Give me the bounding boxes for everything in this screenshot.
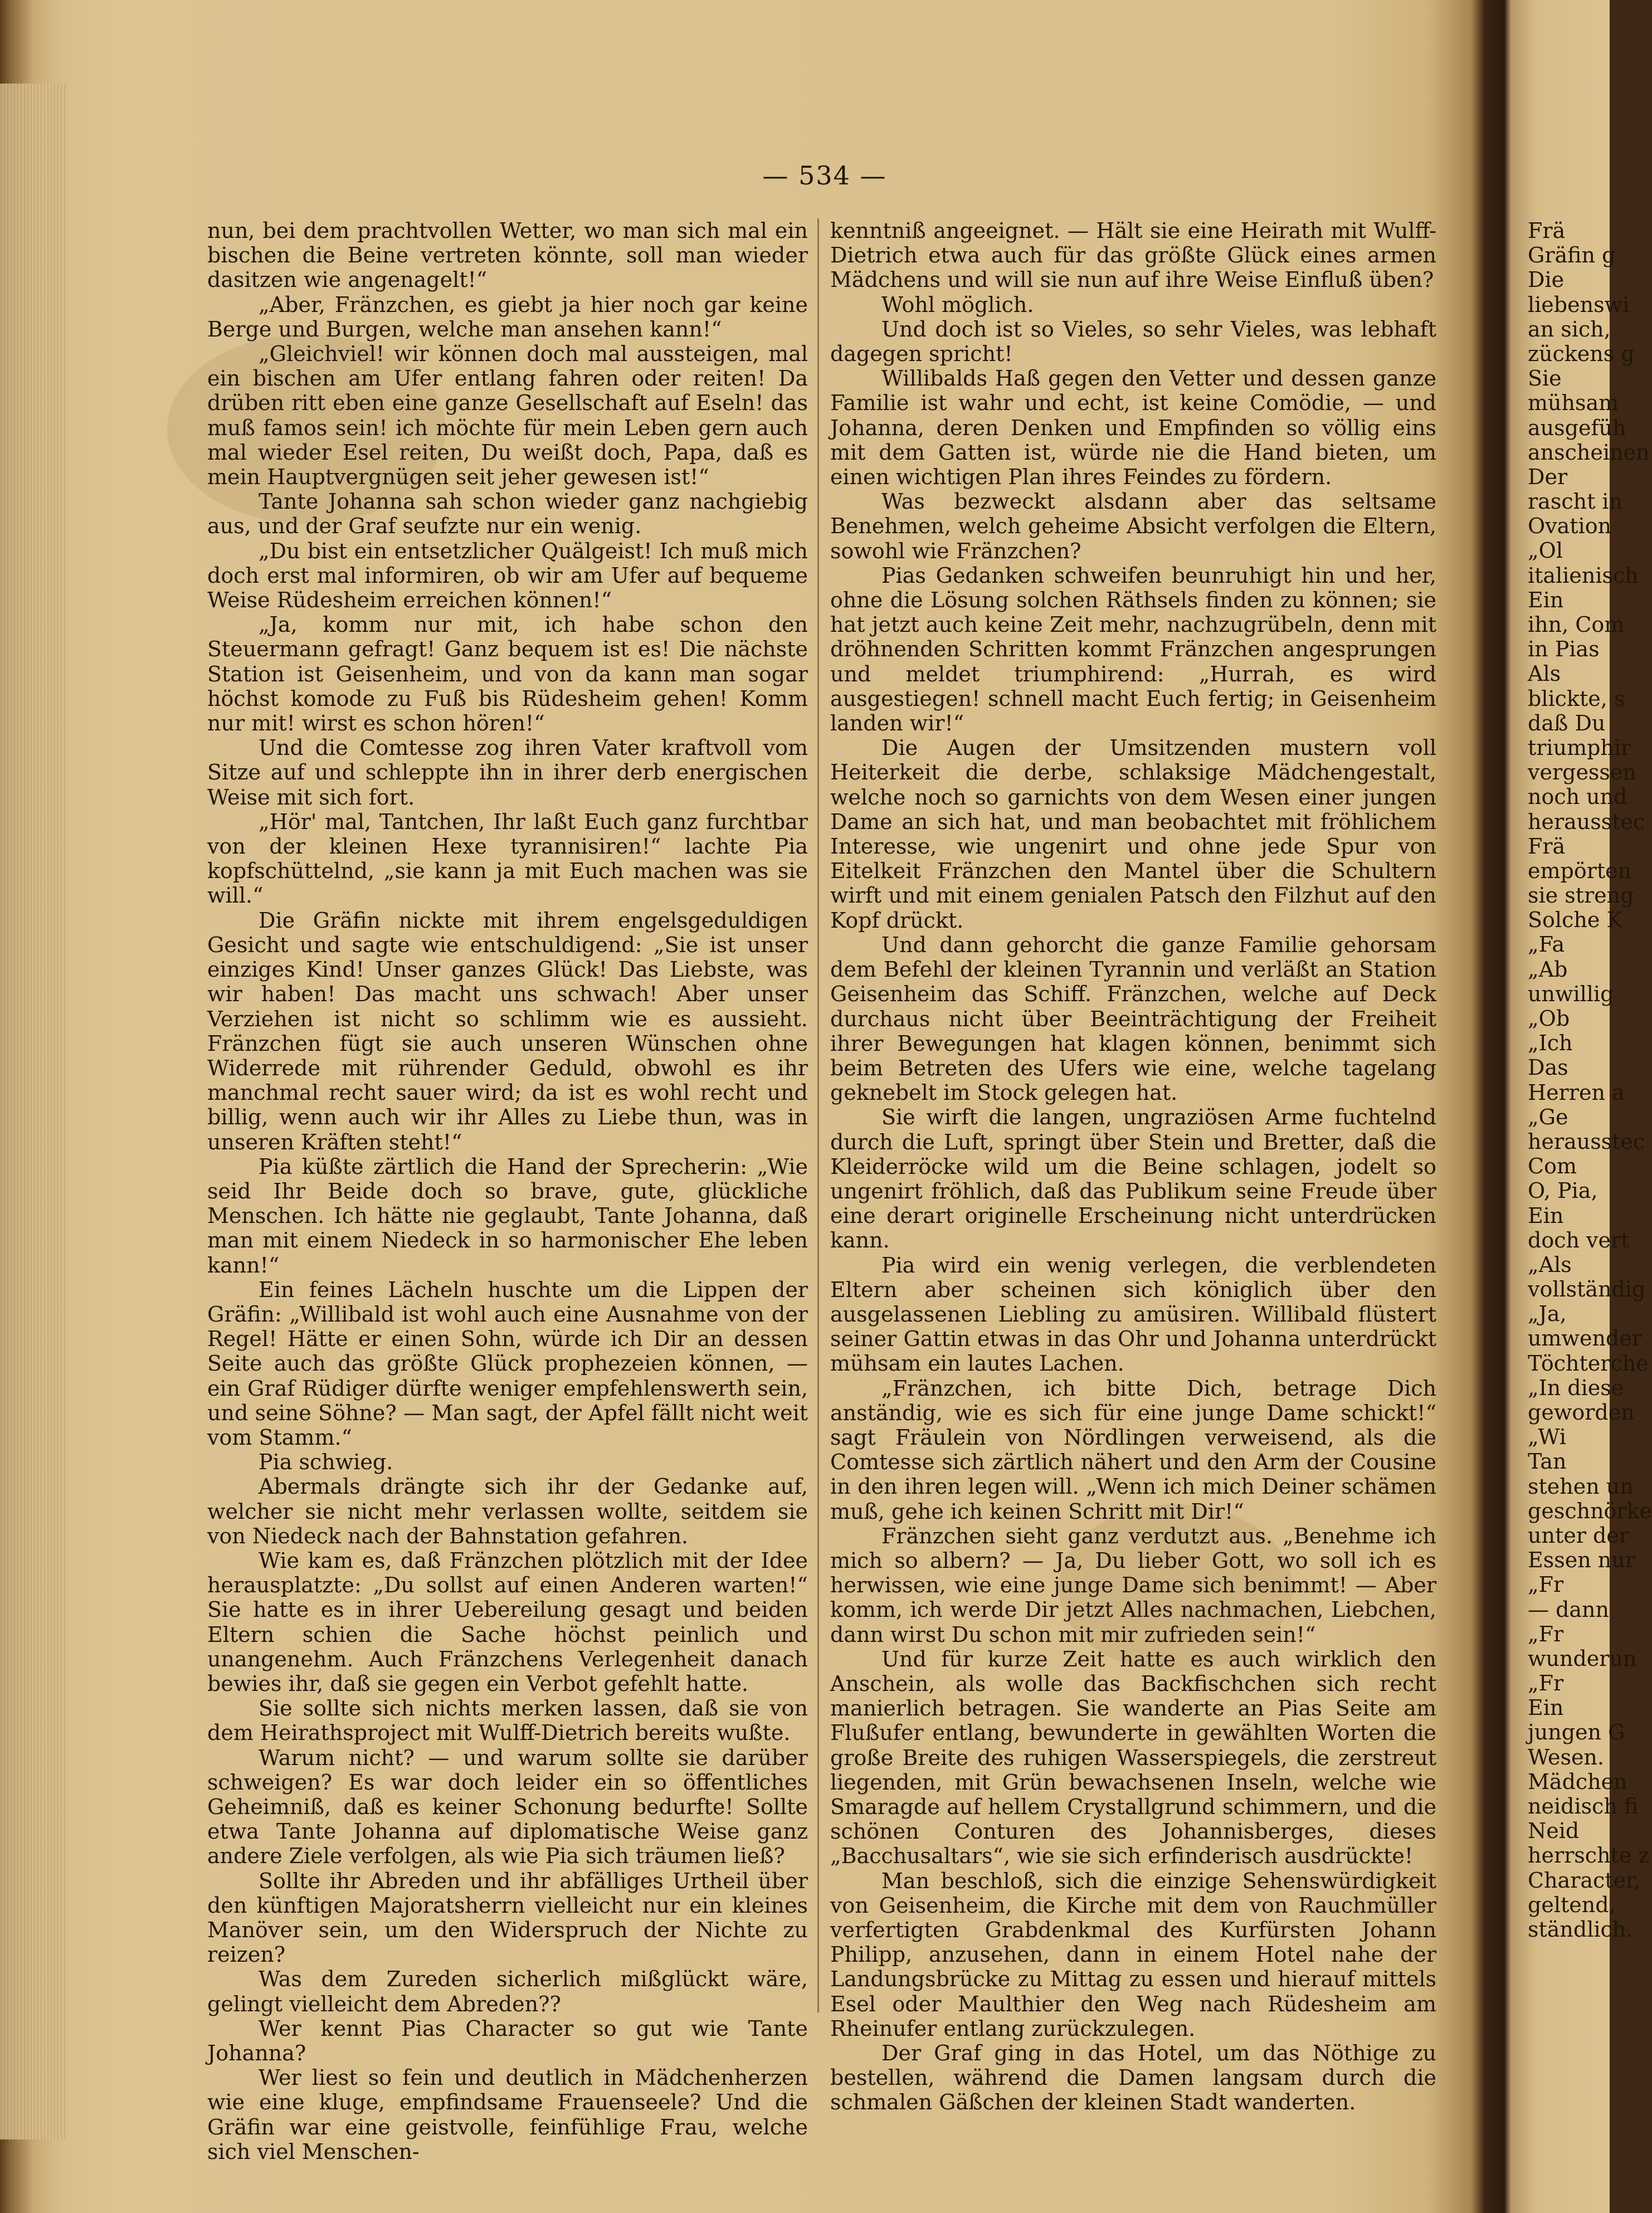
text-line-fragment: „Ja, xyxy=(1528,1302,1567,1327)
paragraph: Die Gräfin nickte mit ihrem engelsgeduldigen Gesicht und sagte wie entschuldigend: „Sie ist unser einziges Kind! Unser ganzes Glück! Das Liebste, was wir haben! Das macht uns schwach! Aber unser Verziehen ist nicht so schlimm wie es aussieht. Fränzchen fügt sie auch unseren Wünschen ohne Widerrede mit rührender Geduld, obwohl es ihr manchmal recht sauer wird; da ist es wohl recht und billig, wenn auch wir ihr Alles zu Liebe thun, was in unseren Kräften steht!“ xyxy=(207,908,808,1154)
text-line-fragment: daß Du xyxy=(1528,710,1606,735)
text-line-fragment: O, Pia, xyxy=(1528,1178,1598,1203)
paragraph: Pia schwieg. xyxy=(259,1450,393,1475)
text-line-fragment: neidisch fi xyxy=(1528,1794,1639,1819)
paragraph: nun, bei dem prachtvollen Wetter, wo man sich mal ein bischen die Beine vertreten könnte, soll man wieder dasitzen wie angenagelt!“ xyxy=(207,218,808,293)
text-line-fragment: vollständig xyxy=(1528,1277,1646,1302)
text-line-fragment: Der xyxy=(1528,464,1568,489)
text-line-fragment: „Ob xyxy=(1528,1006,1570,1031)
paragraph: Pia küßte zärtlich die Hand der Sprecherin: „Wie seid Ihr Beide doch so brave, gute, glückliche Menschen. Ich hätte nie geglaubt, Tante Johanna, daß man mit einem Niedeck in so harmonischer Ehe leben kann!“ xyxy=(207,1154,808,1278)
text-line-fragment: jungen G xyxy=(1528,1720,1625,1745)
text-line-fragment: — dann xyxy=(1528,1597,1610,1622)
text-line-fragment: Character, xyxy=(1528,1868,1641,1893)
text-line-fragment: „Ge xyxy=(1528,1104,1568,1129)
paragraph: Sie sollte sich nichts merken lassen, daß sie von dem Heirathsproject mit Wulff-Dietrich bereits wußte. xyxy=(207,1696,808,1746)
paragraph: Und die Comtesse zog ihren Vater kraftvoll vom Sitze auf und schleppte ihn in ihrer derb energischen Weise mit sich fort. xyxy=(207,735,808,810)
text-line-fragment: Töchterche xyxy=(1528,1351,1649,1376)
paragraph: „Ja, komm nur mit, ich habe schon den Steuermann gefragt! Ganz bequem ist es! Die nächste Station ist Geisenheim, und von da kann man sogar höchst komode zu Fuß bis Rüdesheim gehen! Komm nur mit! wirst es schon hören!“ xyxy=(207,612,808,736)
paragraph: Fränzchen sieht ganz verdutzt aus. „Benehme ich mich so albern? — Ja, Du lieber Gott, wo soll ich es herwissen, wie eine junge Dame sich benimmt! — Aber komm, ich werde Dir jetzt Alles nachmachen, Liebchen, dann wirst Du schon mit mir zufrieden sein!“ xyxy=(830,1523,1436,1647)
text-line-fragment: Essen nur xyxy=(1528,1548,1635,1573)
text-line-fragment: ständlich. xyxy=(1528,1917,1633,1942)
paragraph: „Du bist ein entsetzlicher Quälgeist! Ich muß mich doch erst mal informiren, ob wir am Ufer auf bequeme Weise Rüdesheim erreichen können!“ xyxy=(207,538,808,613)
text-line-fragment: herrschte z xyxy=(1528,1843,1650,1868)
text-line-fragment: „Wi xyxy=(1528,1425,1566,1450)
text-line-fragment: in Pias xyxy=(1528,637,1600,662)
paragraph: „Fränzchen, ich bitte Dich, betrage Dich anständig, wie es sich für eine junge Dame schickt!“ sagt Fräulein von Nördlingen verweisend, als die Comtesse sich zärtlich nähert und den Arm der Cousine in den ihren legen will. „Wenn ich mich Deiner schämen muß, gehe ich keinen Schritt mit Dir!“ xyxy=(830,1376,1436,1524)
paragraph: Wer kennt Pias Character so gut wie Tante Johanna? xyxy=(207,2016,808,2066)
paragraph: Was bezweckt alsdann aber das seltsame Benehmen, welch geheime Absicht verfolgen die Eltern, sowohl wie Fränzchen? xyxy=(830,489,1436,563)
text-line-fragment: Com xyxy=(1528,1154,1577,1179)
text-line-fragment: „Ab xyxy=(1528,957,1568,982)
text-line-fragment: „Ol xyxy=(1528,538,1563,563)
paragraph: Willibalds Haß gegen den Vetter und dessen ganze Familie ist wahr und echt, ist keine Comödie, — und Johanna, deren Denken und Empfinden so völlig eins mit dem Gatten ist, würde nie die Hand bieten, um einen wichtigen Plan ihres Feindes zu fördern. xyxy=(830,366,1436,490)
text-line-fragment: rascht in xyxy=(1528,489,1623,514)
paragraph: Abermals drängte sich ihr der Gedanke auf, welcher sie nicht mehr verlassen wollte, seitdem sie von Niedeck nach der Bahnstation gefahren. xyxy=(207,1474,808,1548)
text-line-fragment: Sie xyxy=(1528,366,1562,391)
text-column-right xyxy=(830,218,1436,2115)
text-line-fragment: Ein xyxy=(1528,587,1564,612)
paragraph: Warum nicht? — und warum sollte sie darüber schweigen? Es war doch leider ein so öffentliches Geheimniß, daß es keiner Schonung bedurfte! Sollte etwa Tante Johanna auf diplomatische Weise ganz andere Ziele verfolgen, als wie Pia sich träumen ließ? xyxy=(207,1745,808,1869)
text-line-fragment: Frä xyxy=(1528,218,1566,243)
text-line-fragment: „Fr xyxy=(1528,1621,1564,1646)
text-column-left xyxy=(207,218,808,2164)
text-line-fragment: „Als xyxy=(1528,1252,1572,1277)
text-line-fragment: Frä xyxy=(1528,833,1566,859)
text-line-fragment: empörten xyxy=(1528,858,1632,883)
text-line-fragment: umwender xyxy=(1528,1326,1642,1351)
paragraph: Sollte ihr Abreden und ihr abfälliges Urtheil über den künftigen Majoratsherrn vielleicht nur ein kleines Manöver sein, um den Widerspruch der Nichte zu reizen? xyxy=(207,1868,808,1967)
text-line-fragment: Gräfin g xyxy=(1528,243,1616,268)
text-line-fragment: Solche K xyxy=(1528,908,1622,933)
paragraph: Sie wirft die langen, ungraziösen Arme fuchtelnd durch die Luft, springt über Stein und Bretter, daß die Kleiderröcke wild um die Beine schlagen, jodelt so ungenirt fröhlich, daß das Publikum seine Freude über eine derart originelle Erscheinung nicht unterdrücken kann. xyxy=(830,1105,1436,1253)
text-line-fragment: noch und xyxy=(1528,784,1627,810)
text-line-fragment: ausgefüh xyxy=(1528,415,1626,440)
text-line-fragment: ihn, Com xyxy=(1528,612,1625,637)
text-line-fragment: „Fr xyxy=(1528,1671,1564,1696)
text-line-fragment: geltend, xyxy=(1528,1892,1616,1917)
paragraph: Tante Johanna sah schon wieder ganz nachgiebig aus, und der Graf seufzte nur ein wenig. xyxy=(207,489,808,539)
text-line-fragment: „Fa xyxy=(1528,932,1565,957)
text-line-fragment: sie streng xyxy=(1528,883,1634,908)
text-line-fragment: geschnörke xyxy=(1528,1498,1652,1523)
text-line-fragment: herausstec xyxy=(1528,809,1645,834)
paragraph: Pia wird ein wenig verlegen, die verblendeten Eltern aber scheinen sich königlich über den ausgelassenen Liebling zu amüsiren. Willibald flüstert seiner Gattin etwas in das Ohr und Johanna unterdrückt mühsam ein lautes Lachen. xyxy=(830,1252,1436,1376)
text-line-fragment: zückens g xyxy=(1528,341,1635,366)
paragraph: Wer liest so fein und deutlich in Mädchenherzen wie eine kluge, empfindsame Frauenseele? Und die Gräfin war eine geistvolle, feinfühlige Frau, welche sich viel Menschen- xyxy=(207,2065,808,2164)
text-line-fragment: triumphir xyxy=(1528,735,1631,760)
text-line-fragment: unwillig xyxy=(1528,981,1614,1006)
text-line-fragment: Wesen. xyxy=(1528,1744,1604,1770)
text-line-fragment: Ein xyxy=(1528,1203,1564,1228)
paragraph: Was dem Zureden sicherlich mißglückt wäre, gelingt vielleicht dem Abreden?? xyxy=(207,1967,808,2016)
page-number: — 534 — xyxy=(762,160,887,191)
text-line-fragment: liebenswi xyxy=(1528,292,1630,317)
text-line-fragment: doch vert xyxy=(1528,1227,1630,1252)
text-line-fragment: geworden xyxy=(1528,1400,1635,1425)
paragraph: Und für kurze Zeit hatte es auch wirklich den Anschein, als wolle das Backfischchen sich recht manierlich betragen. Sie wanderte an Pias Seite am Flußufer entlang, bewunderte in gewählten Worten die große Breite des ruhigen Wasserspiegels, die zerstreut liegenden, mit Grün bewachsenen Inseln, welche wie Smaragde auf hellem Crystallgrund schimmern, und die schönen Conturen des Johannisberges, dieses „Bacchusaltars“, wie sie sich erfinderisch ausdrückte! xyxy=(830,1646,1436,1869)
text-line-fragment: mühsam xyxy=(1528,391,1619,416)
paragraph: Die Augen der Umsitzenden mustern voll Heiterkeit die derbe, schlaksige Mädchengestalt, welche noch so garnichts von dem Wesen einer jungen Dame an sich hat, und man beobachtet mit fröhlichem Interesse, wie ungenirt und ohne jede Spur von Eitelkeit Fränzchen den Mantel über die Schultern wirft und mit einem genialen Patsch den Filzhut auf den Kopf drückt. xyxy=(830,735,1436,933)
text-line-fragment: Das xyxy=(1528,1055,1568,1080)
text-line-fragment: italienisch xyxy=(1528,563,1639,588)
text-line-fragment: blickte, s xyxy=(1528,686,1625,711)
paragraph: „Gleichviel! wir können doch mal aussteigen, mal ein bischen am Ufer entlang fahren oder reiten! Da drüben ritt eben eine ganze Gesellschaft auf Eseln! das muß famos sein! ich möchte für mein Leben gern auch mal wieder Esel reiten, Du weißt doch, Papa, daß es mein Hauptvergnügen seit jeher gewesen ist!“ xyxy=(207,342,808,490)
paragraph: kenntniß angeeignet. — Hält sie eine Heirath mit Wulff-Dietrich etwa auch für das größte Glück eines armen Mädchens und will sie nun auf ihre Weise Einfluß üben? xyxy=(830,218,1436,293)
text-line-fragment: Neid xyxy=(1528,1819,1580,1844)
paragraph: Und doch ist so Vieles, so sehr Vieles, was lebhaft dagegen spricht! xyxy=(830,316,1436,367)
text-line-fragment: stehen un xyxy=(1528,1474,1634,1499)
paragraph: Der Graf ging in das Hotel, um das Nöthige zu bestellen, während die Damen langsam durch die schmalen Gäßchen der kleinen Stadt wanderten. xyxy=(830,2041,1436,2115)
paragraph: Man beschloß, sich die einzige Sehenswürdigkeit von Geisenheim, die Kirche mit dem von Rauchmüller verfertigten Grabdenkmal des Kurfürsten Johann Philipp, anzusehen, dann in einem Hotel nahe der Landungsbrücke zu Mittag zu essen und hierauf mittels Esel oder Maulthier den Weg nach Rüdesheim am Rheinufer entlang zurückzulegen. xyxy=(830,1868,1436,2041)
text-line-fragment: anscheinen xyxy=(1528,440,1650,465)
text-line-fragment: Ovation xyxy=(1528,514,1612,539)
paragraph: Pias Gedanken schweifen beunruhigt hin und her, ohne die Lösung solchen Räthsels finden zu können; sie hat jetzt auch keine Zeit mehr, nachzugrübeln, denn mit dröhnenden Schritten kommt Fränzchen angesprungen und meldet triumphirend: „Hurrah, es wird ausgestiegen! schnell macht Euch fertig; in Geisenheim landen wir!“ xyxy=(830,563,1436,736)
text-line-fragment: Ein xyxy=(1528,1695,1564,1720)
paragraph: Und dann gehorcht die ganze Familie gehorsam dem Befehl der kleinen Tyrannin und verläßt an Station Geisenheim das Schiff. Fränzchen, welche auf Deck durchaus nicht über Beeinträchtigung der Freiheit ihrer Bewegungen hat klagen können, benimmt sich beim Betreten des Ufers wie eine, welche tagelang geknebelt im Stock gelegen hat. xyxy=(830,932,1436,1105)
paragraph: „Hör' mal, Tantchen, Ihr laßt Euch ganz furchtbar von der kleinen Hexe tyrannisiren!“ lachte Pia kopfschüttelnd, „sie kann ja mit Euch machen was sie will.“ xyxy=(207,809,808,908)
text-line-fragment: wunderun xyxy=(1528,1646,1637,1671)
text-line-fragment: Die xyxy=(1528,267,1565,293)
next-page-column-fragment xyxy=(1528,218,1652,1942)
text-line-fragment: herausstec xyxy=(1528,1129,1645,1154)
page-stack-edge xyxy=(0,84,67,2139)
paragraph: Wie kam es, daß Fränzchen plötzlich mit der Idee herausplatzte: „Du sollst auf einen Anderen warten!“ Sie hatte es in ihrer Uebereilung gesagt und beiden Eltern schien die Sache höchst peinlich und unangenehm. Auch Fränzchens Verlegenheit danach bewies ihr, daß sie gegen ein Verbot gefehlt hatte. xyxy=(207,1548,808,1696)
paragraph: Wohl möglich. xyxy=(881,292,1034,317)
text-line-fragment: unter der xyxy=(1528,1523,1629,1548)
text-line-fragment: „Fr xyxy=(1528,1572,1564,1597)
text-line-fragment: Als xyxy=(1528,661,1561,686)
text-line-fragment: an sich, xyxy=(1528,316,1611,342)
text-line-fragment: vergessen xyxy=(1528,760,1636,785)
text-line-fragment: Herren a xyxy=(1528,1080,1625,1105)
paragraph: Ein feines Lächeln huschte um die Lippen der Gräfin: „Willibald ist wohl auch eine Ausnahme von der Regel! Hätte er einen Sohn, würde ich Dir an dessen Seite auch das größte Glück prophezeien können, — ein Graf Rüdiger dürfte weniger empfehlenswerth sein, und seine Söhne? — Man sagt, der Apfel fällt nicht weit vom Stamm.“ xyxy=(207,1277,808,1450)
text-line-fragment: „In diese xyxy=(1528,1375,1624,1400)
text-line-fragment: „Ich xyxy=(1528,1031,1573,1056)
column-divider xyxy=(817,218,819,2012)
text-line-fragment: Mädchen xyxy=(1528,1769,1627,1794)
paragraph: „Aber, Fränzchen, es giebt ja hier noch gar keine Berge und Burgen, welche man ansehen kann!“ xyxy=(207,292,808,342)
text-line-fragment: Tan xyxy=(1528,1449,1567,1474)
